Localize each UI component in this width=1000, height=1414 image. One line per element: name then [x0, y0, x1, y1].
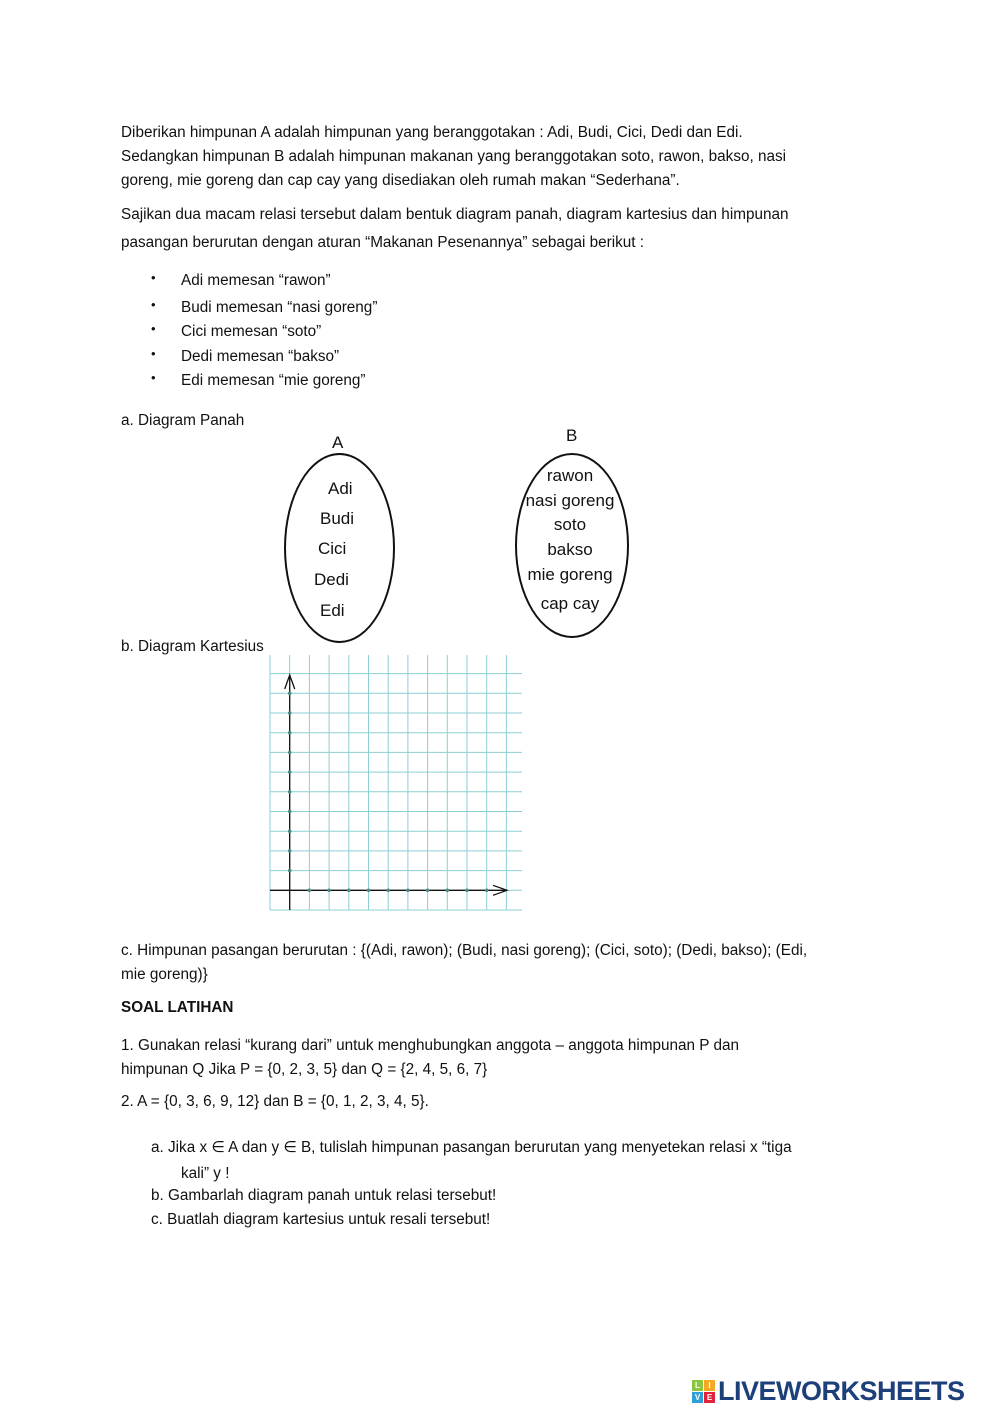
- y-tick-dot: [288, 711, 292, 715]
- section-b-heading: b. Diagram Kartesius: [121, 638, 264, 655]
- soal-2a-line-1: a. Jika x ∈ A dan y ∈ B, tulislah himpunan pasangan berurutan yang menyetekan relasi x “tiga: [151, 1139, 792, 1156]
- bullet-icon: •: [151, 370, 156, 385]
- set-b-member: nasi goreng: [525, 491, 615, 510]
- instruction-line-1: Sajikan dua macam relasi tersebut dalam bentuk diagram panah, diagram kartesius dan himpunan: [121, 206, 789, 223]
- soal-2a-line-2: kali” y !: [181, 1165, 230, 1182]
- y-tick-dot: [288, 692, 292, 696]
- set-a-member: Edi: [320, 601, 345, 620]
- bullet-item: Edi memesan “mie goreng”: [181, 372, 366, 389]
- set-a-member: Adi: [328, 479, 353, 498]
- bullet-icon: •: [151, 270, 156, 285]
- soal-1-line-2: himpunan Q Jika P = {0, 2, 3, 5} dan Q = {2, 4, 5, 6, 7}: [121, 1061, 488, 1078]
- set-b-member: soto: [553, 515, 587, 534]
- soal-1-line-1: 1. Gunakan relasi “kurang dari” untuk menghubungkan anggota – anggota himpunan P dan: [121, 1037, 739, 1054]
- set-b-member: bakso: [547, 540, 593, 559]
- set-b-member: cap cay: [540, 594, 600, 613]
- x-tick-dot: [327, 889, 331, 893]
- logo-block: E: [704, 1392, 715, 1403]
- x-tick-dot: [308, 889, 312, 893]
- y-tick-dot: [288, 770, 292, 774]
- logo-blocks: [692, 1380, 715, 1403]
- set-a-member: Cici: [318, 539, 347, 558]
- logo-block: I: [704, 1380, 715, 1391]
- y-tick-dot: [288, 751, 292, 755]
- bullet-item: Cici memesan “soto”: [181, 323, 322, 340]
- soal-2c: c. Buatlah diagram kartesius untuk resali tersebut!: [151, 1211, 491, 1228]
- soal-2: 2. A = {0, 3, 6, 9, 12} dan B = {0, 1, 2, 3, 4, 5}.: [121, 1093, 429, 1110]
- x-tick-dot: [386, 889, 390, 893]
- bullet-icon: •: [151, 297, 156, 312]
- set-a-member: Budi: [320, 509, 355, 528]
- x-tick-dot: [465, 889, 469, 893]
- x-tick-dot: [347, 889, 351, 893]
- y-tick-dot: [288, 829, 292, 833]
- y-tick-dot: [288, 849, 292, 853]
- bullet-icon: •: [151, 346, 156, 361]
- soal-2b: b. Gambarlah diagram panah untuk relasi tersebut!: [151, 1187, 497, 1204]
- y-tick-dot: [288, 869, 292, 873]
- set-a-member: Dedi: [314, 570, 349, 589]
- intro-line-1: Diberikan himpunan A adalah himpunan yang beranggotakan : Adi, Budi, Cici, Dedi dan Edi.: [121, 124, 743, 141]
- bullet-item: Dedi memesan “bakso”: [181, 348, 340, 365]
- section-c-line-1: c. Himpunan pasangan berurutan : {(Adi, rawon); (Budi, nasi goreng); (Cici, soto); (Dedi, bakso); (Edi,: [121, 942, 808, 959]
- logo-block: V: [692, 1392, 703, 1403]
- y-tick-dot: [288, 790, 292, 794]
- instruction-line-2: pasangan berurutan dengan aturan “Makanan Pesenannya” sebagai berikut :: [121, 234, 645, 251]
- soal-title-text: SOAL LATIHAN: [121, 999, 234, 1016]
- x-tick-dot: [446, 889, 450, 893]
- y-tick-dot: [288, 731, 292, 735]
- bullet-item: Adi memesan “rawon”: [181, 272, 331, 289]
- intro-line-3: goreng, mie goreng dan cap cay yang disediakan oleh rumah makan “Sederhana”.: [121, 172, 680, 189]
- liveworksheets-logo: [692, 1376, 965, 1407]
- x-tick-dot: [406, 889, 410, 893]
- logo-block: L: [692, 1380, 703, 1391]
- y-tick-dot: [288, 810, 292, 814]
- x-tick-dot: [426, 889, 430, 893]
- set-b-label: B: [566, 426, 578, 445]
- bullet-item: Budi memesan “nasi goreng”: [181, 299, 378, 316]
- logo-text: LIVEWORKSHEETS: [718, 1376, 965, 1406]
- set-a-label: A: [332, 433, 344, 452]
- set-b-member: mie goreng: [527, 565, 613, 584]
- section-c-line-2: mie goreng)}: [121, 966, 208, 983]
- soal-latihan-title: [121, 998, 233, 1018]
- intro-line-2: Sedangkan himpunan B adalah himpunan makanan yang beranggotakan soto, rawon, bakso, nasi: [121, 148, 787, 165]
- x-tick-dot: [367, 889, 371, 893]
- set-b-member: rawon: [546, 466, 594, 485]
- x-tick-dot: [485, 889, 489, 893]
- bullet-icon: •: [151, 321, 156, 336]
- section-a-heading: a. Diagram Panah: [121, 412, 245, 429]
